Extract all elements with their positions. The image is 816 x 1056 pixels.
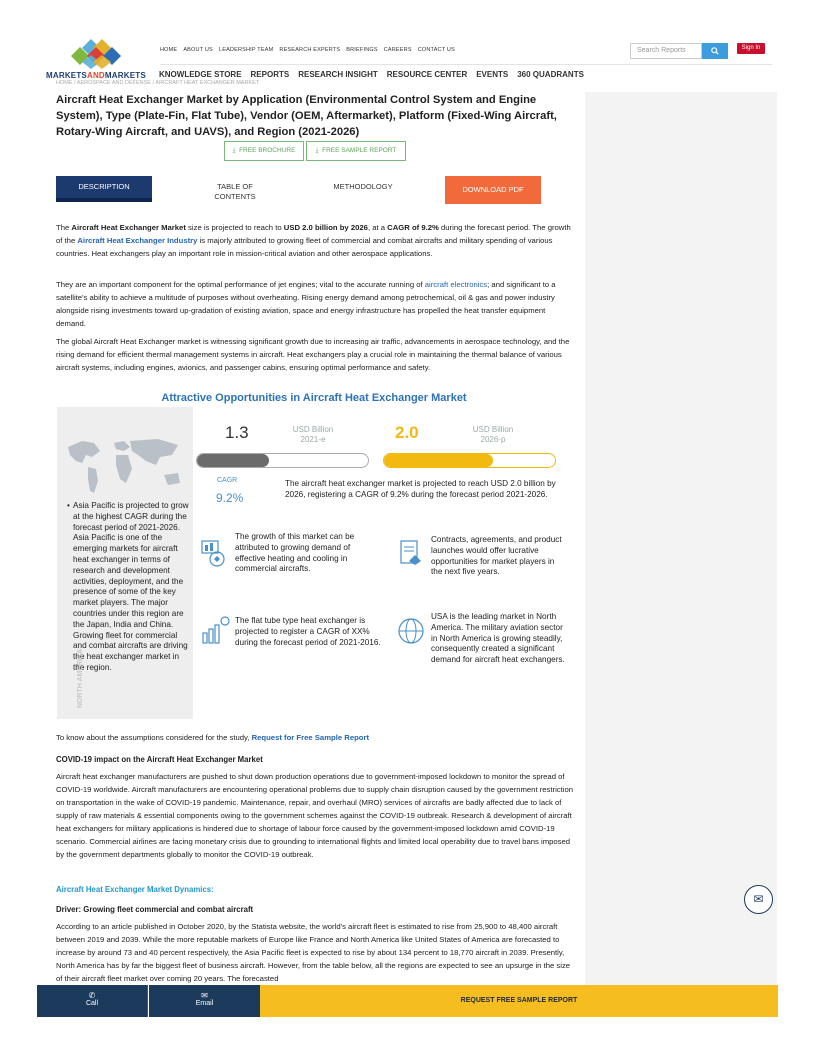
download-pdf-button[interactable]: DOWNLOAD PDF xyxy=(445,176,541,204)
search-icon xyxy=(711,47,719,55)
nav-events[interactable]: EVENTS xyxy=(476,70,509,79)
download-icon: ⤓ xyxy=(315,147,319,154)
nav-research-insight[interactable]: RESEARCH INSIGHT xyxy=(298,70,378,79)
free-sample-report-button[interactable]: ⤓ FREE SAMPLE REPORT xyxy=(306,141,406,161)
assumptions-text: To know about the assumptions considered for the study, Request for Free Sample Report xyxy=(56,733,370,742)
tab-description[interactable]: DESCRIPTION xyxy=(56,176,152,202)
topnav-briefings[interactable]: BRIEFINGS xyxy=(346,47,378,53)
world-map-icon xyxy=(60,433,190,503)
contracts-icon xyxy=(395,537,427,569)
breadcrumb[interactable]: HOME / AEROSPACE AND DEFENSE / AIRCRAFT HEAT EXCHANGER MARKET xyxy=(56,80,260,86)
envelope-icon: ✉ xyxy=(753,892,764,906)
bar-2026-fill xyxy=(384,454,493,467)
sign-in-button[interactable]: Sign In xyxy=(737,43,765,54)
flat-tube-chart-icon xyxy=(199,615,231,647)
topnav-careers[interactable]: CAREERS xyxy=(383,47,412,53)
call-button[interactable]: ✆ Call xyxy=(37,985,148,1017)
email-button[interactable]: ✉ Email xyxy=(149,985,260,1017)
download-icon: ⤓ xyxy=(232,147,236,154)
flat-tube-text: The flat tube type heat exchanger is projected to register a CAGR of XX% during the forecast period of 2021-2016. xyxy=(235,616,381,647)
topnav-contact[interactable]: CONTACT US xyxy=(417,47,455,53)
page-title: Aircraft Heat Exchanger Market by Application (Environmental Control System and Engine System), Type (Plate-Fin, Flat Tube), Vendor (OEM, Aftermarket), Platform (Fixed-Wing Aircraft, Rotary-Wing Aircraft, and UAVS), and Region (2021-2026) xyxy=(56,94,557,138)
search-button[interactable] xyxy=(702,43,728,59)
nav-resource-center[interactable]: RESOURCE CENTER xyxy=(386,70,468,79)
top-nav xyxy=(160,47,461,53)
site-header xyxy=(0,0,816,92)
tab-methodology[interactable]: METHODOLOGY xyxy=(333,182,393,191)
dynamics-heading: Aircraft Heat Exchanger Market Dynamics: xyxy=(56,885,214,894)
tab-table-of-contents[interactable]: TABLE OF CONTENTS xyxy=(214,182,256,201)
infographic xyxy=(57,407,571,725)
bar-2021 xyxy=(196,453,369,468)
logo-wordmark[interactable]: MARKETSANDMARKETS xyxy=(46,71,146,80)
cagr-value: 9.2% xyxy=(216,491,244,505)
nav-360-quadrants[interactable]: 360 QUADRANTS xyxy=(517,70,584,79)
topnav-leadership[interactable]: LEADERSHIP TEAM xyxy=(218,47,274,53)
covid-heading: COVID-19 impact on the Aircraft Heat Exchanger Market xyxy=(56,755,263,764)
nav-knowledge-store[interactable]: KNOWLEDGE STORE xyxy=(159,70,242,79)
value-2021: 1.3 xyxy=(225,423,249,442)
contracts-text: Contracts, agreements, and product launches would offer lucrative opportunities for market players in the next five years. xyxy=(431,535,562,577)
infographic-title: Attractive Opportunities in Aircraft Heat Exchanger Market xyxy=(161,392,467,404)
asia-pacific-text: • Asia Pacific is projected to grow at the highest CAGR during the forecast period of 2021-2026. Asia Pacific is one of the emerging markets for aircraft heat exchanger in terms of research and development activities, deployment, and the presence of some of the key market players. The major countries under this region are the Japan, India and China. Growing fleet for commercial and combat aircrafts are driving the heat exchanger market in the region. xyxy=(73,501,191,674)
unit-2021: USD Billion 2021-e xyxy=(292,425,334,444)
bar-2026 xyxy=(383,453,556,468)
unit-2026: USD Billion 2026-p xyxy=(472,425,514,444)
value-2026: 2.0 xyxy=(395,423,419,442)
topnav-research-experts[interactable]: RESEARCH EXPERTS xyxy=(279,47,341,53)
heating-cooling-icon xyxy=(199,537,231,569)
search-input[interactable]: Search Reports xyxy=(630,43,702,59)
growth-text: The growth of this market can be attributed to growing demand of effective heating and cooling in commercial aircrafts. xyxy=(235,532,355,574)
covid-paragraph: Aircraft heat exchanger manufacturers are pushed to shut down production operations due to government-imposed lockdown to monitor the spread of COVID-19 worldwide. Aircraft manufacturers are encountering operational problems due to supply chain disruption caused by the government restriction on transportation in the wake of COVID-19 pandemic. Maintenance, repair, and overhaul (MRO) services of aircrafts are badly affected due to lack of supply of raw materials & essential components owing to the government schemes against the COVID-19 outbreak. Research & development of aircraft heat exchangers for military applications is hindered due to shortage of labour force caused by the government-imposed lockdown amid COVID-19 scenario. Commercial airlines are facing monetary crisis due to grounding to international flights and limited local operability due to travel bans imposed by the government departments globally to monitor the COVID-19 outbreak. xyxy=(56,772,574,859)
cagr-label: CAGR xyxy=(217,477,238,484)
topnav-about[interactable]: ABOUT US xyxy=(183,47,213,53)
request-free-sample-button[interactable]: REQUEST FREE SAMPLE REPORT xyxy=(260,985,778,1017)
intro-paragraph-3: The global Aircraft Heat Exchanger market is witnessing significant growth due to increasing air traffic, advancements in aerospace technology, and the rising demand for efficient thermal management systems in aircraft. Heat exchangers play a crucial role in maintaining the thermal balance of various aircraft systems, including engines, avionics, and passenger cabins, ensuring optimal performance and safety. xyxy=(56,337,570,372)
sticky-footer-bar xyxy=(37,985,778,1017)
request-sample-link[interactable]: Request for Free Sample Report xyxy=(251,733,370,742)
north-america-label: NORTH AMERICA xyxy=(77,648,85,709)
infographic-map-panel xyxy=(57,407,193,719)
floating-email-button[interactable] xyxy=(744,885,773,914)
globe-icon xyxy=(395,615,427,647)
aircraft-electronics-link[interactable]: aircraft electronics xyxy=(424,280,488,289)
topnav-home[interactable]: HOME xyxy=(160,47,178,53)
free-brochure-button[interactable]: ⤓ FREE BROCHURE xyxy=(224,141,304,161)
intro-paragraph-1: The Aircraft Heat Exchanger Market size is projected to reach to USD 2.0 billion by 2026, at a CAGR of 9.2% during the forecast period. The growth of the Aircraft Heat Exchanger Industry is majorly attributed to growing fleet of commercial and combat aircrafts and military spending of various countries. Heat exchangers play an important role in mission-critical aviation and other aerospace applications. xyxy=(56,223,571,258)
nav-reports[interactable]: REPORTS xyxy=(250,70,290,79)
driver-paragraph: According to an article published in October 2020, by the Statista website, the world's aircraft fleet is estimated to rise from 25,900 to 48,400 aircraft between 2019 and 2039. While the more reputable markets of Europe like France and North America like United States of America are forecasted to increase by around 73 and 40 percent respectively, the Asia Pacific fleet is expected to rise by about 134 percent to 18,770 aircraft in 2039. Presently, North America has by far the biggest fleet of business aircraft. However, from the table below, all the regions are expected to see an upsurge in the size of their aircraft fleet market over coming 20 years. The forecasted xyxy=(56,922,571,983)
bar-2021-fill xyxy=(197,454,269,467)
right-sidebar xyxy=(585,92,777,986)
intro-paragraph-2: They are an important component for the optimal performance of jet engines; vital to the accurate running of aircraft electronics; and significant to a satellite's ability to achieve a multitude of purposes without overheating. Rising energy demand among petrochemical, oil & gas and power industry alongside rising investments toward up-gradation of existing aviation, space and energy infrastructure has propelled the heat transfer equipment demand. xyxy=(56,280,556,328)
industry-link[interactable]: Aircraft Heat Exchanger Industry xyxy=(77,236,198,245)
header-divider xyxy=(160,64,772,65)
main-nav xyxy=(159,70,593,79)
driver-heading: Driver: Growing fleet commercial and combat aircraft xyxy=(56,905,254,914)
usa-text: USA is the leading market in North America. The military aviation sector in North America is growing steadily, consequently created a significant demand for aircraft heat exchangers. xyxy=(431,612,565,665)
projection-text: The aircraft heat exchanger market is projected to reach USD 2.0 billion by 2026, registering a CAGR of 9.2% during the forecast period 2021-2026. xyxy=(285,479,556,499)
phone-icon: ✆ xyxy=(88,991,96,1000)
envelope-icon: ✉ xyxy=(201,991,208,1000)
